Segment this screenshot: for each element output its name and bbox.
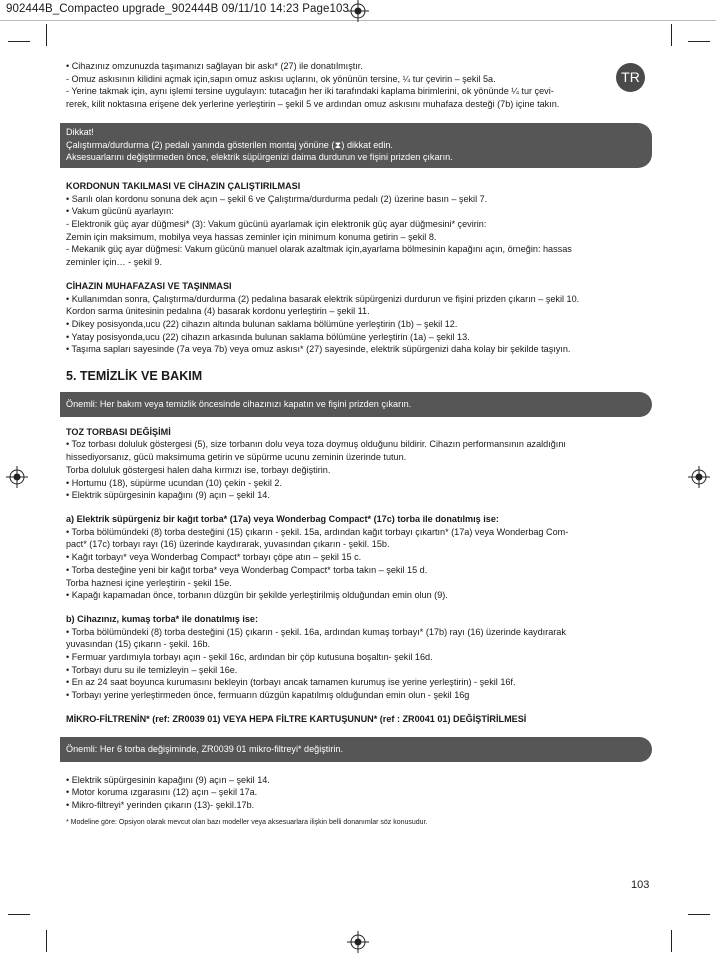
fabric-bag-section: [66, 613, 656, 702]
intro-block: [66, 60, 656, 111]
crop-mark-br-h: [688, 914, 710, 915]
section-line: • Mikro-filtreyi* yerinden çıkarın (13)- şekil.17b.: [66, 799, 255, 810]
language-badge: TR: [616, 63, 645, 92]
section-line: pact* (17c) torbayı rayı (16) üzerinde kaydırarak, yuvasından çıkarın - şekil. 15b.: [66, 539, 390, 550]
crop-mark-bl-v: [46, 930, 47, 952]
section-line: • Elektrik süpürgesinin kapağını (9) açın – şekil 14.: [66, 774, 270, 785]
intro-line: • Cihazınız omzunuzda taşımanızı sağlayan bir askı* (27) ile donatılmıştır.: [66, 61, 363, 71]
section-title: a) Elektrik süpürgeniz bir kağıt torba* (17a) veya Wonderbag Compact* (17c) torba ile donatılmış ise:: [66, 513, 499, 524]
section-line: • Torba bölümündeki (8) torba desteğini (15) çıkarın - şekil. 16a, ardından kumaş torbayı* (17b) rayı (16) üzerinde kaydırarak: [66, 626, 566, 637]
crop-mark-tr-v: [671, 24, 672, 46]
warning-title: Dikkat!: [66, 126, 94, 137]
bag-section: [66, 426, 656, 502]
section-line: hissediyorsanız, gücü maksimuma getirin ve süpürme ucunu zeminin üzerinde tutun.: [66, 452, 407, 463]
footnote: * Modeline göre: Opsiyon olarak mevcut olan bazı modeller veya aksesuarlara ilişkin belli donanımlar söz konusudur.: [66, 818, 428, 826]
section-title: CİHAZIN MUHAFAZASI VE TAŞINMASI: [66, 280, 232, 291]
paper-bag-section: [66, 513, 656, 602]
section-line: • Motor koruma ızgarasını (12) açın – şekil 17a.: [66, 787, 258, 798]
section-title: MİKRO-FİLTRENİN* (ref: ZR0039 01) VEYA HEPA FİLTRE KARTUŞUNUN* (ref : ZR0041 01) DEĞİŞTİRİLMESİ: [66, 713, 527, 724]
section-line: • Kullanımdan sonra, Çalıştırma/durdurma (2) pedalına basarak elektrik süpürgenizi durdurun ve fişini prizden çıkarın – şekil 10.: [66, 293, 580, 304]
important-note: Önemli: Her 6 torba değişiminde, ZR0039 01 mikro-filtreyi* değiştirin.: [60, 737, 652, 762]
section-line: - Mekanik güç ayar düğmesi: Vakum gücünü manuel olarak azaltmak için,ayarlama bölmesinin kapağını açın, örneğin: hassas: [66, 244, 572, 255]
section-line: Kordon sarma ünitesinin pedalına (4) basarak kordonu yerleştirin – şekil 11.: [66, 306, 370, 317]
header-slug: 902444B_Compacteo upgrade_902444B 09/11/10 14:23 Page103: [6, 3, 350, 15]
registration-mark-icon: [688, 466, 710, 488]
crop-mark-bl-h: [8, 914, 30, 915]
section-line: • Sarılı olan kordonu sonuna dek açın – şekil 6 ve Çalıştırma/durdurma pedalı (2) üzerine basın – şekil 7.: [66, 193, 488, 204]
section-line: • En az 24 saat boyunca kurumasını bekleyin (torbayı ancak tamamen kurumuş ise yerine yerleştirin) - şekil 16f.: [66, 677, 516, 688]
section-line: • Toz torbası doluluk göstergesi (5), size torbanın dolu veya toza doymuş olduğunu bildirir. Cihazın performansının azaldığını: [66, 439, 566, 450]
section-line: - Elektronik güç ayar düğmesi* (3): Vakum gücünü ayarlamak için elektronik güç ayar düğmesini* çevirin:: [66, 219, 487, 230]
warning-line-start: Çalıştırma/durdurma (2) pedalı yanında gösterilen montaj yönüne (: [66, 139, 335, 150]
warning-line: Aksesuarlarını değiştirmeden önce, elektrik süpürgenizi daima durdurun ve fişini prizden çıkarın.: [66, 152, 453, 163]
storage-section: [66, 280, 656, 356]
section-line: • Vakum gücünü ayarlayın:: [66, 206, 174, 217]
page-content: [66, 60, 656, 827]
section-line: • Kağıt torbayı* veya Wonderbag Compact* torbayı çöpe atın – şekil 15 c.: [66, 552, 362, 563]
section-line: • Torba desteğine yeni bir kağıt torba* veya Wonderbag Compact* torba takın – şekil 15 d.: [66, 564, 428, 575]
section-line: • Taşıma sapları sayesinde (7a veya 7b) veya omuz askısı* (27) sayesinde, elektrik süpürgenizi daha kolay bir şekilde taşıyın.: [66, 344, 571, 355]
intro-line: - Omuz askısının kilidini açmak için,sapın omuz askısı uçlarını, ok yönünün tersine, ¼ tur çevirin – şekil 5a.: [66, 73, 496, 84]
registration-mark-icon: [347, 0, 369, 22]
section-line: • Torbayı duru su ile temizleyin – şekil 16e.: [66, 664, 238, 675]
section-title: b) Cihazınız, kumaş torba* ile donatılmış ise:: [66, 613, 259, 624]
registration-mark-icon: [347, 931, 369, 953]
warning-line: [66, 139, 644, 152]
section-line: • Fermuar yardımıyla torbayı açın - şekil 16c, ardından bir çöp kutusuna boşaltın- şekil 16d.: [66, 652, 433, 663]
crop-mark-tl-h: [8, 41, 30, 42]
section-line: • Hortumu (18), süpürme ucundan (10) çekin - şekil 2.: [66, 477, 282, 488]
section-title: KORDONUN TAKILMASI VE CİHAZIN ÇALIŞTIRILMASI: [66, 180, 301, 191]
section-line: • Elektrik süpürgesinin kapağını (9) açın – şekil 14.: [66, 490, 270, 501]
section-line: Zemin için maksimum, mobilya veya hassas zeminler için minimum konuma getirin – şekil 8.: [66, 231, 437, 242]
important-note: Önemli: Her bakım veya temizlik öncesinde cihazınızı kapatın ve fişini prizden çıkarın.: [60, 392, 652, 417]
section-line: • Kapağı kapamadan önce, torbanın düzgün bir şekilde yerleştirilmiş olduğundan emin olun (9).: [66, 590, 448, 601]
page-number: 103: [631, 879, 650, 891]
section-line: yuvasından (15) çıkarın - şekil. 16b.: [66, 639, 211, 650]
section-line: Torba doluluk göstergesi halen daha kırmızı ise, torbayı değiştirin.: [66, 464, 331, 475]
hourglass-icon: ⧗: [334, 139, 342, 150]
cord-section: [66, 180, 656, 269]
section-line: zeminler için… - şekil 9.: [66, 257, 163, 268]
warning-line-end: ) dikkat edin.: [341, 139, 393, 150]
registration-mark-icon: [6, 466, 28, 488]
chapter-title: 5. TEMİZLİK VE BAKIM: [66, 369, 203, 384]
intro-line: - Yerine takmak için, aynı işlemi tersine uygulayın: tutacağın her iki tarafındaki kaplama birimlerini, ok yönünde ¼ tur çevi-: [66, 86, 554, 97]
crop-mark-br-v: [671, 930, 672, 952]
section-title: TOZ TORBASI DEĞİŞİMİ: [66, 426, 171, 437]
section-line: • Torbayı yerine yerleştirmeden önce, fermuarın düzgün kapatılmış olduğundan emin olun - şekil 16g: [66, 690, 470, 701]
section-line: • Dikey posisyonda,ucu (22) cihazın altında bulunan saklama bölümüne yerleştirin (1b) – şekil 12.: [66, 318, 458, 329]
filter-section: [66, 713, 656, 812]
warning-note: [60, 123, 652, 168]
crop-mark-tl-v: [46, 24, 47, 46]
section-line: • Yatay posisyonda,ucu (22) cihazın arkasında bulunan saklama bölümüne yerleştirin (1a) – şekil 13.: [66, 331, 470, 342]
section-line: Torba haznesi içine yerleştirin - şekil 15e.: [66, 577, 232, 588]
intro-line: rerek, kilit noktasına erişene dek yerlerine yerleştirin – şekil 5 ve ardından omuz askısını muhafaza desteği (7b) içine takın.: [66, 99, 560, 110]
crop-mark-tr-h: [688, 41, 710, 42]
section-line: • Torba bölümündeki (8) torba desteğini (15) çıkarın - şekil. 15a, ardından kağıt torbayı çıkartın* (17a) veya Wonderbag Com-: [66, 526, 569, 537]
